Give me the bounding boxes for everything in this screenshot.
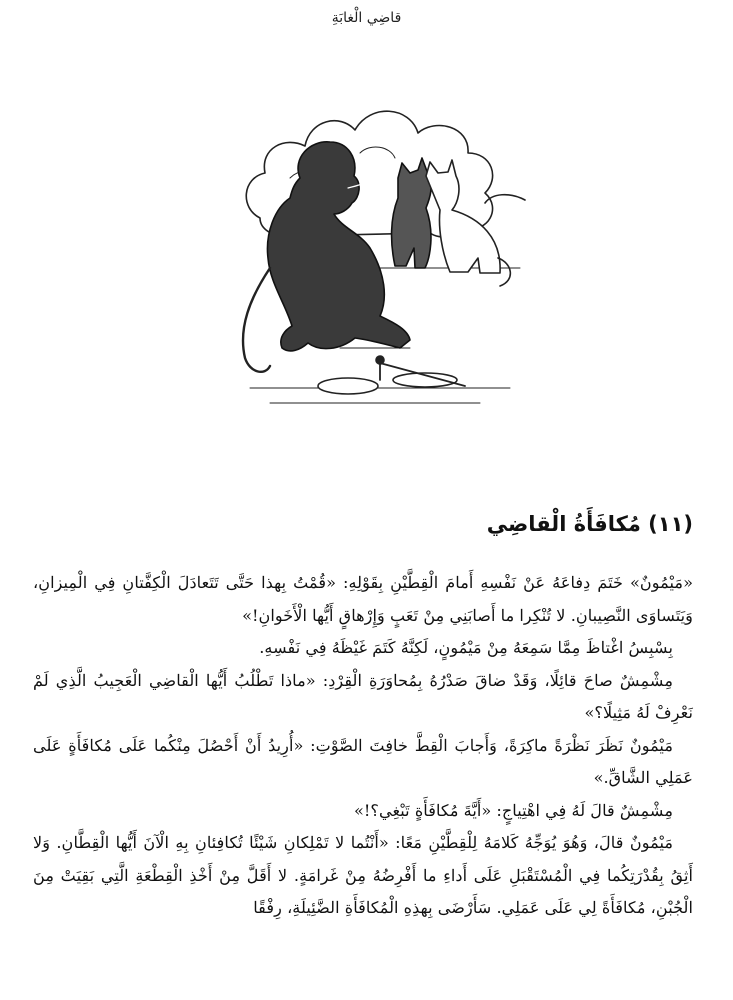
- body-text: [33, 567, 693, 925]
- paragraph: مَيْمُونٌ قالَ، وَهُوَ يُوَجِّهُ كَلامَهُ لِلْقِطَّيْنِ مَعًا: «أَنْتُما لا تَمْلِكانِ شَيْئًا تُكافِئانِ بِهِ الْآنَ أَيُّها الْقِطَّانِ. وَلا أَثِقُ بِقُدْرَتِكُما فِي الْمُسْتَقْبَلِ عَلَى أَداءِ ما أَفْرِضُهُ مِنْ غَرامَةٍ. لا أَقَلَّ مِنْ أَخْذِ الْقِطْعَةِ الَّتِي بَقِيَتْ مِنَ الْجُبْنِ، مُكافَأَةً لِي عَلَى عَمَلِي. سَأَرْضَى بِهذِهِ الْمُكافَأَةِ الضَّئِيلَةِ، رِفْقًا: [33, 833, 693, 917]
- chapter-title: (١١) مُكافَأَةُ الْقاضِي: [486, 512, 693, 536]
- monkey-cats-scale-illustration: [230, 58, 530, 428]
- paragraph: «مَيْمُونٌ» خَتَمَ دِفاعَهُ عَنْ نَفْسِهِ أَمامَ الْقِطَّيْنِ بِقَوْلِهِ: «قُمْتُ بِهذا حَتَّى تَتَعادَلَ الْكِفَّتانِ فِي الْمِيزانِ، وَيَتَساوَى النَّصِيبانِ. لا تُنْكِرا ما أَصابَنِي مِنْ تَعَبٍ وَإِرْهاقٍ أَيُّها الْأَخَوانِ!»: [33, 573, 693, 625]
- monkey-shape: [267, 142, 410, 351]
- paragraph: بِسْبِسُ اغْتاظَ مِمَّا سَمِعَهُ مِنْ مَيْمُونٍ، لَكِنَّهُ كَتَمَ غَيْظَهُ فِي نَفْسِهِ.: [259, 638, 673, 657]
- paragraph: مِشْمِشٌ صاحَ قائِلًا، وَقَدْ ضاقَ صَدْرُهُ بِمُحاوَرَةِ الْقِرْدِ: «ماذا تَطْلُبُ أَيُّها الْقاضِي الْعَجِيبُ الَّذِي لَمْ نَعْرِفْ لَهُ مَثِيلًا؟»: [33, 670, 693, 722]
- paragraph: مَيْمُونٌ نَظَرَ نَظْرَةً ماكِرَةً، وَأَجابَ الْقِطَّ خافِتَ الصَّوْتِ: «أُرِيدُ أَنْ أَحْصُلَ مِنْكُما عَلَى مُكافَأَةٍ عَلَى عَمَلِي الشَّاقِّ.»: [33, 735, 693, 787]
- running-head-title: قاضِي الْغابَةِ: [331, 10, 402, 26]
- cat-left-shape: [392, 158, 432, 268]
- illustration-svg: [230, 58, 530, 428]
- cat-right-shape: [426, 160, 500, 273]
- scale-pan-left: [318, 378, 378, 394]
- paragraph: مِشْمِشٌ قالَ لَهُ فِي اهْتِياجٍ: «أَيَّةَ مُكافَأَةٍ تَبْغِي؟!»: [353, 800, 673, 820]
